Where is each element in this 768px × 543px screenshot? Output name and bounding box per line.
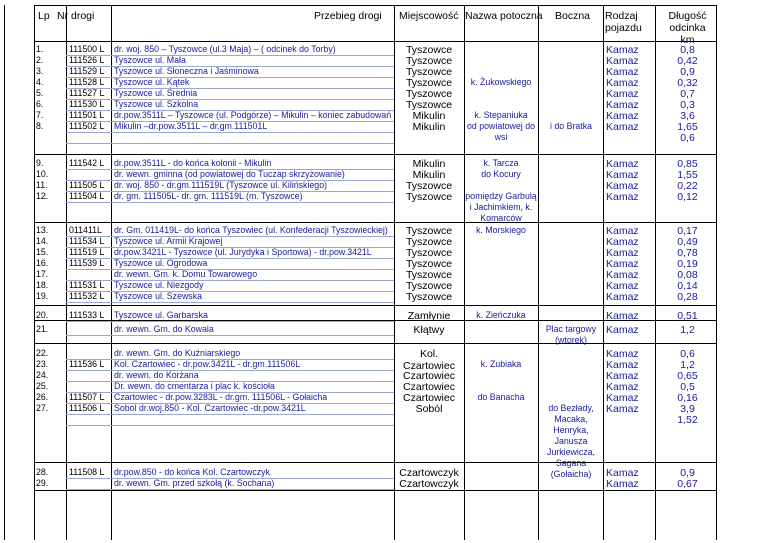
cell-miejscowosc: Tyszowce <box>405 280 453 292</box>
grid-column-line <box>4 5 5 540</box>
cell-nr: 111507 L <box>69 392 105 402</box>
grid-row-line <box>34 305 716 306</box>
length-value: 0,14 <box>677 280 698 292</box>
cell-nr: 111505 L <box>69 180 105 190</box>
row-rule <box>66 381 394 382</box>
row-number: 14. <box>36 236 49 246</box>
cell-przebieg: Dr. wewn. do cmentarza i plac k. kościoła <box>114 381 275 391</box>
row-number: 12. <box>36 191 49 201</box>
cell-nr: 111533 L <box>69 310 105 320</box>
row-rule <box>66 359 394 360</box>
row-rule <box>66 99 394 100</box>
row-number: 13. <box>36 225 49 235</box>
cell-rodzaj: Kamaz <box>606 403 639 415</box>
row-number: 4. <box>36 77 44 87</box>
cell-rodzaj: Kamaz <box>606 348 639 360</box>
cell-rodzaj: Kamaz <box>606 225 639 237</box>
cell-przebieg: Tyszowce ul. Ogrodowa <box>114 258 208 268</box>
grid-row-line <box>34 41 716 42</box>
cell-rodzaj: Kamaz <box>606 158 639 170</box>
cell-nr: 111539 L <box>69 258 105 268</box>
cell-rodzaj: Kamaz <box>606 180 639 192</box>
row-rule <box>66 425 394 426</box>
cell-rodzaj: Kamaz <box>606 258 639 270</box>
cell-miejscowosc: Tyszowce <box>405 77 453 89</box>
length-value: 0,22 <box>677 180 698 192</box>
grid-column-line <box>603 5 604 540</box>
header-miejscowosc: Miejscowość <box>399 10 459 22</box>
cell-miejscowosc: Mikulin <box>412 110 446 122</box>
row-number: 28. <box>36 467 49 477</box>
cell-przebieg: dr. wewn. gminna (od powiatowej do Tuczap skrzyżowanie) <box>114 169 345 179</box>
row-rule <box>66 110 394 111</box>
header-dlugosc-1: Długość <box>668 10 707 22</box>
cell-rodzaj: Kamaz <box>606 110 639 122</box>
length-value: 0,5 <box>680 381 695 393</box>
row-rule <box>66 370 394 371</box>
header-rodzaj-1: Rodzaj <box>605 10 638 22</box>
row-number: 25. <box>36 381 49 391</box>
cell-miejscowosc: Czartowiec <box>403 381 455 393</box>
cell-nazwa: do Banacha <box>477 392 525 402</box>
cell-miejscowosc: Soból <box>415 403 443 415</box>
cell-nazwa: k. Morskiego <box>476 225 526 235</box>
cell-rodzaj: Kamaz <box>606 121 639 133</box>
row-number: 6. <box>36 99 44 109</box>
cell-rodzaj: Kamaz <box>606 280 639 292</box>
cell-rodzaj: Kamaz <box>606 291 639 303</box>
row-rule <box>66 77 394 78</box>
grid-column-line <box>464 5 465 540</box>
cell-rodzaj: Kamaz <box>606 359 639 371</box>
cell-nazwa: od powiatowej do wsi <box>467 121 535 142</box>
length-value: 1,2 <box>680 324 695 336</box>
row-rule <box>66 489 394 490</box>
row-rule <box>66 291 394 292</box>
grid-column-line <box>655 5 656 540</box>
cell-rodzaj: Kamaz <box>606 324 639 336</box>
length-value: 0,8 <box>680 44 695 56</box>
length-value: 0,08 <box>677 269 698 281</box>
grid-column-line <box>394 5 395 540</box>
cell-przebieg: dr.pow.3421L - Tyszowce (ul. Jurydyka i Sportowa) - dr.pow.3421L <box>114 247 372 257</box>
length-value: 0,28 <box>677 291 698 303</box>
cell-boczna: i do Bratka <box>549 121 593 131</box>
length-value: 0,3 <box>680 99 695 111</box>
cell-miejscowosc: Tyszowce <box>405 55 453 67</box>
length-value: 0,67 <box>677 478 698 490</box>
row-rule <box>66 392 394 393</box>
length-value: 0,9 <box>680 467 695 479</box>
cell-przebieg: dr.pow.3511L - do końca kolonii - Mikulin <box>114 158 272 168</box>
row-rule <box>66 280 394 281</box>
cell-nr: 111528 L <box>69 77 105 87</box>
cell-nr: 111502 L <box>69 121 105 131</box>
row-number: 22. <box>36 348 49 358</box>
cell-miejscowosc: Mikulin <box>412 169 446 181</box>
grid-column-line <box>34 5 35 540</box>
cell-rodzaj: Kamaz <box>606 310 639 322</box>
cell-rodzaj: Kamaz <box>606 88 639 100</box>
length-value: 0,9 <box>680 66 695 78</box>
cell-przebieg: Kol. Czartowiec - dr.pow.3421L - dr.gm.111506L <box>114 359 301 369</box>
cell-przebieg: Czartowiec - dr.pow.3283L - dr.gm. 111506L - Gołaicha <box>114 392 328 402</box>
row-rule <box>66 191 394 192</box>
cell-nr: 111504 L <box>69 191 105 201</box>
row-number: 24. <box>36 370 49 380</box>
row-rule <box>66 403 394 404</box>
length-value: 0,12 <box>677 191 698 203</box>
row-number: 15. <box>36 247 49 257</box>
header-nazwa-potoczna: Nazwa potoczna <box>465 10 543 22</box>
length-value: 0,17 <box>677 225 698 237</box>
row-number: 21. <box>36 324 49 334</box>
row-rule <box>66 143 394 144</box>
row-number: 10. <box>36 169 49 179</box>
cell-nr: 111542 L <box>69 158 105 168</box>
cell-przebieg: dr. woj. 850 - dr.gm.111519L (Tyszowce ul. Kilińskiego) <box>114 180 328 190</box>
row-rule <box>66 302 394 303</box>
row-rule <box>66 236 394 237</box>
row-rule <box>66 269 394 270</box>
row-number: 3. <box>36 66 44 76</box>
row-rule <box>66 478 394 479</box>
cell-przebieg: dr. gm. 111505L- dr. gm. 111519L (m. Tyszowce) <box>114 191 303 201</box>
row-number: 19. <box>36 291 49 301</box>
length-value: 0,7 <box>680 88 695 100</box>
row-rule <box>66 88 394 89</box>
cell-miejscowosc: Czartowiec <box>403 392 455 404</box>
cell-przebieg: Mikulin –dr.pow.3511L – dr.gm.111501L <box>114 121 268 131</box>
length-value: 1,2 <box>680 359 695 371</box>
length-value: 0,85 <box>677 158 698 170</box>
cell-przebieg: dr. Gm. 011419L- do końca Tyszowiec (ul. Konfederacji Tyszowieckiej) <box>114 225 388 235</box>
cell-przebieg: Tyszowce ul. Średnia <box>114 88 198 98</box>
cell-przebieg: Tyszowce ul. Słoneczna i Jaśminowa <box>114 66 259 76</box>
header-lp: Lp <box>38 10 50 22</box>
length-value: 0,6 <box>680 132 695 144</box>
cell-przebieg: dr.pow.850 - do końca Kol. Czartowczyk <box>114 467 270 477</box>
cell-nr: 111500 L <box>69 44 105 54</box>
cell-boczna: do Bezłady, Macaka, Henryka, Janusza Jurkiewicza, Sagana (Gołaicha) <box>547 403 595 479</box>
length-value: 3,6 <box>680 110 695 122</box>
grid-row-line <box>34 490 716 491</box>
cell-nr: 111508 L <box>69 467 105 477</box>
cell-miejscowosc: Tyszowce <box>405 225 453 237</box>
row-rule <box>66 335 394 336</box>
cell-boczna: Plac targowy (wtorek) <box>545 324 597 345</box>
row-number: 17. <box>36 269 49 279</box>
row-rule <box>66 247 394 248</box>
header-boczna: Boczna <box>555 10 591 22</box>
cell-rodzaj: Kamaz <box>606 381 639 393</box>
length-value: 0,42 <box>677 55 698 67</box>
row-rule <box>66 202 394 203</box>
row-number: 7. <box>36 110 44 120</box>
cell-nazwa: k. Żukowskiego <box>470 77 532 87</box>
cell-miejscowosc: Tyszowce <box>405 66 453 78</box>
cell-miejscowosc: Czartowiec <box>403 370 455 382</box>
cell-nr: 111531 L <box>69 280 105 290</box>
grid-row-line <box>34 5 716 6</box>
row-number: 23. <box>36 359 49 369</box>
length-value: 1,55 <box>677 169 698 181</box>
cell-nr: 111506 L <box>69 403 105 413</box>
cell-przebieg: Tyszowce ul. Mała <box>114 55 186 65</box>
cell-przebieg: dr. wewn. Gm. do Kuźniarskiego <box>114 348 241 358</box>
cell-miejscowosc: Tyszowce <box>405 247 453 259</box>
length-value: 1,65 <box>677 121 698 133</box>
row-number: 5. <box>36 88 44 98</box>
cell-miejscowosc: Mikulin <box>412 158 446 170</box>
cell-miejscowosc: Kol. Czartowiec <box>403 348 455 372</box>
row-rule <box>66 414 394 415</box>
grid-column-line <box>538 5 539 540</box>
cell-miejscowosc: Tyszowce <box>405 44 453 56</box>
cell-miejscowosc: Tyszowce <box>405 291 453 303</box>
cell-rodzaj: Kamaz <box>606 478 639 490</box>
cell-przebieg: Soból dr.woj.850 - Kol. Czartowiec -dr.pow.3421L <box>114 403 306 413</box>
cell-rodzaj: Kamaz <box>606 99 639 111</box>
cell-nr: 011411L <box>69 225 102 235</box>
row-number: 18. <box>36 280 49 290</box>
cell-przebieg: Tyszowce ul. Kątek <box>114 77 190 87</box>
cell-miejscowosc: Czartowczyk <box>399 478 459 490</box>
row-rule <box>66 169 394 170</box>
cell-nazwa: k. Zubiaka <box>480 359 522 369</box>
cell-nr: 111530 L <box>69 99 105 109</box>
row-number: 20. <box>36 310 49 320</box>
grid-row-line <box>34 222 716 223</box>
cell-przebieg: dr.pow.3511L – Tyszowce (ul. Podgórze) – Mikulin – koniec zabudowań <box>114 110 392 120</box>
length-value: 0,6 <box>680 348 695 360</box>
length-value: 0,51 <box>677 310 698 322</box>
row-number: 2. <box>36 55 44 65</box>
length-value: 3,9 <box>680 403 695 415</box>
length-value: 0,19 <box>677 258 698 270</box>
cell-przebieg: Tyszowce ul. Garbarska <box>114 310 208 320</box>
cell-nr: 111536 L <box>69 359 105 369</box>
cell-miejscowosc: Tyszowce <box>405 99 453 111</box>
length-value: 0,78 <box>677 247 698 259</box>
length-value: 0,65 <box>677 370 698 382</box>
header-dlugosc-3: km <box>680 34 695 46</box>
cell-rodzaj: Kamaz <box>606 169 639 181</box>
cell-przebieg: Tyszowce ul. Armii Krajowej <box>114 236 223 246</box>
row-rule <box>66 55 394 56</box>
header-nr-drogi: Nr drogi <box>57 10 95 22</box>
cell-rodzaj: Kamaz <box>606 191 639 203</box>
grid-column-line <box>716 5 717 540</box>
cell-przebieg: dr. wewn. do Korżana <box>114 370 199 380</box>
header-dlugosc-2: odcinka <box>669 22 706 34</box>
cell-nazwa: k. Zieńczuka <box>476 310 526 320</box>
row-rule <box>66 121 394 122</box>
row-number: 26. <box>36 392 49 402</box>
grid-column-line <box>66 5 67 540</box>
cell-nr: 111527 L <box>69 88 105 98</box>
cell-przebieg: dr. wewn. Gm. k. Domu Towarowego <box>114 269 258 279</box>
cell-przebieg: Tyszowce ul. Szewska <box>114 291 202 301</box>
cell-rodzaj: Kamaz <box>606 269 639 281</box>
cell-rodzaj: Kamaz <box>606 247 639 259</box>
cell-nazwa: k. Tarcza <box>483 158 519 168</box>
cell-rodzaj: Kamaz <box>606 392 639 404</box>
cell-nr: 111519 L <box>69 247 105 257</box>
row-rule <box>66 258 394 259</box>
grid-row-line <box>34 154 716 155</box>
cell-miejscowosc: Tyszowce <box>405 191 453 203</box>
cell-nr: 111501 L <box>69 110 105 120</box>
cell-miejscowosc: Tyszowce <box>405 88 453 100</box>
header-przebieg: Przebieg drogi <box>314 10 382 22</box>
cell-miejscowosc: Zamłynie <box>407 310 451 322</box>
cell-przebieg: dr. wewn. Gm. do Kowala <box>114 324 214 334</box>
cell-miejscowosc: Tyszowce <box>405 236 453 248</box>
row-number: 1. <box>36 44 44 54</box>
cell-miejscowosc: Mikulin <box>412 121 446 133</box>
grid-row-line <box>34 462 716 463</box>
row-number: 8. <box>36 121 44 131</box>
cell-nr: 111529 L <box>69 66 105 76</box>
cell-nr: 111532 L <box>69 291 105 301</box>
row-number: 16. <box>36 258 49 268</box>
cell-miejscowosc: Tyszowce <box>405 269 453 281</box>
cell-rodzaj: Kamaz <box>606 236 639 248</box>
length-value: 0,16 <box>677 392 698 404</box>
length-value: 0,49 <box>677 236 698 248</box>
grid-column-line <box>111 5 112 540</box>
cell-miejscowosc: Czartowczyk <box>399 467 459 479</box>
cell-nr: 111526 L <box>69 55 105 65</box>
cell-przebieg: dr. wewn. Gm. przed szkołą (k. Sochana) <box>114 478 275 488</box>
cell-przebieg: Tyszowce ul. Niezgody <box>114 280 204 290</box>
cell-rodzaj: Kamaz <box>606 77 639 89</box>
row-number: 9. <box>36 158 44 168</box>
length-value: 0,32 <box>677 77 698 89</box>
cell-nr: 111534 L <box>69 236 105 246</box>
cell-rodzaj: Kamaz <box>606 44 639 56</box>
cell-miejscowosc: Tyszowce <box>405 258 453 270</box>
length-value: 1,52 <box>677 414 698 426</box>
cell-przebieg: Tyszowce ul. Szkolna <box>114 99 199 109</box>
row-number: 27. <box>36 403 49 413</box>
cell-nazwa: do Kocury <box>481 169 521 179</box>
cell-rodzaj: Kamaz <box>606 55 639 67</box>
cell-rodzaj: Kamaz <box>606 370 639 382</box>
row-rule <box>66 132 394 133</box>
cell-nazwa: k. Stepaniuka <box>474 110 528 120</box>
cell-przebieg: dr. woj. 850 – Tyszowce (ul.3 Maja) – ( odcinek do Torby) <box>114 44 336 54</box>
header-rodzaj-2: pojazdu <box>605 22 642 34</box>
cell-nazwa: pomiędzy Garbulą i Jachimkiem, k. Komarców <box>465 191 537 223</box>
row-number: 11. <box>36 180 48 190</box>
cell-rodzaj: Kamaz <box>606 467 639 479</box>
cell-miejscowosc: Kłątwy <box>413 324 445 336</box>
row-rule <box>66 66 394 67</box>
row-number: 29. <box>36 478 49 488</box>
grid-row-line <box>34 343 716 344</box>
cell-rodzaj: Kamaz <box>606 66 639 78</box>
row-rule <box>66 321 394 322</box>
row-rule <box>66 180 394 181</box>
cell-miejscowosc: Tyszowce <box>405 180 453 192</box>
